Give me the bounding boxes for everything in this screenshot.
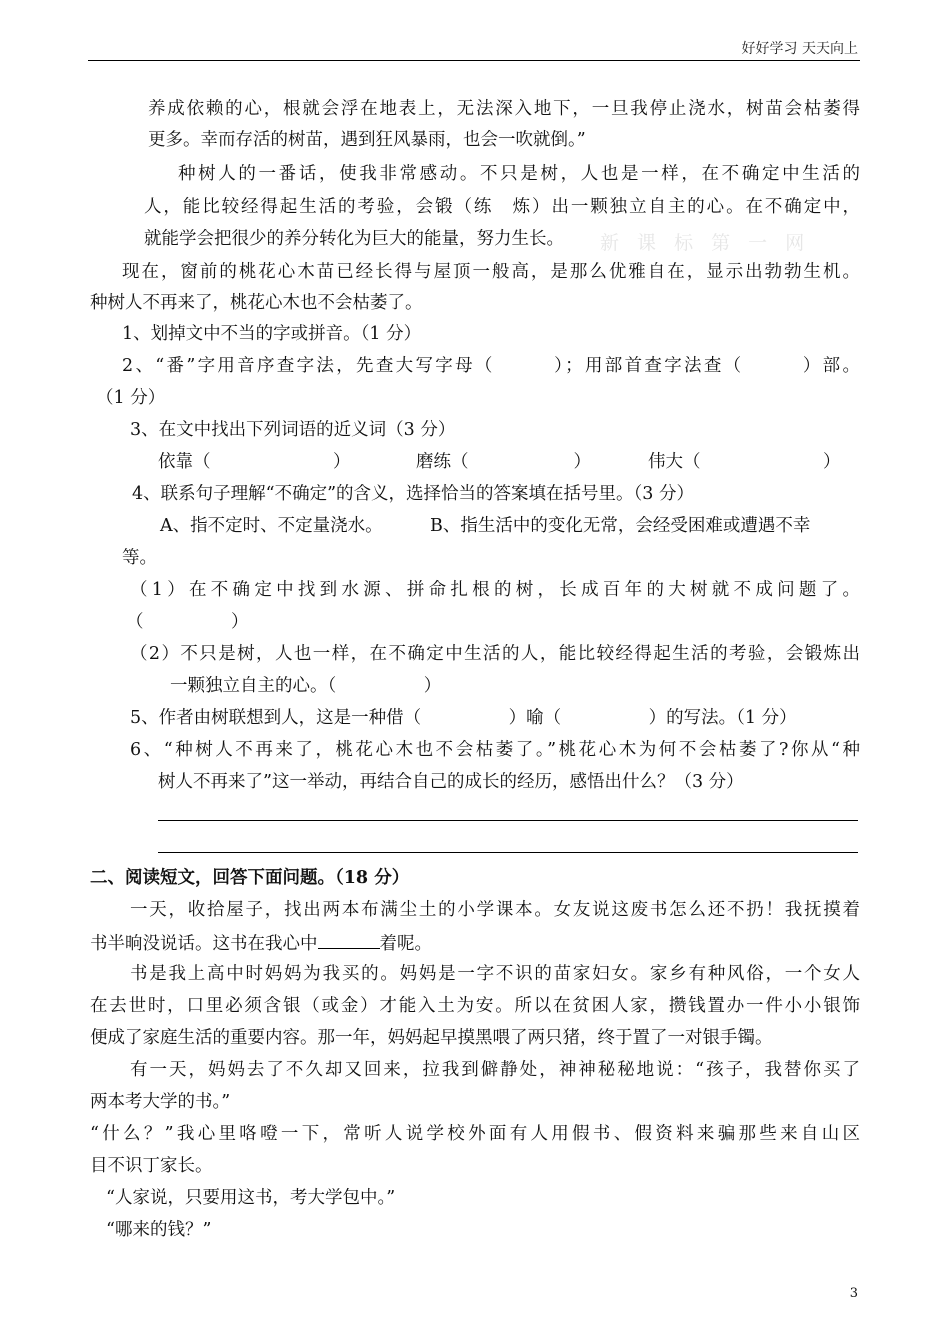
question-5: 5、作者由树联想到人，这是一种借（ ）喻（ ）的写法。（1 分） xyxy=(130,708,797,728)
question-4: 4、联系句子理解“不确定”的含义，选择恰当的答案填在括号里。（3 分） xyxy=(132,484,694,504)
paragraph-line: 人，能比较经得起生活的考验，会锻（练 炼）出一颗独立自主的心。在不确定中， xyxy=(144,197,860,217)
paragraph-line: 一天，收拾屋子，找出两本布满尘土的小学课本。女友说这废书怎么还不扔！我抚摸着 xyxy=(130,900,860,920)
paragraph-line: 种树人不再来了，桃花心木也不会枯萎了。 xyxy=(90,293,423,313)
question-6: 6、“种树人不再来了，桃花心木也不会枯萎了。”桃花心木为何不会枯萎了?你从“种 xyxy=(130,740,860,760)
paragraph-line: 更多。幸而存活的树苗，遇到狂风暴雨，也会一吹就倒。” xyxy=(148,130,586,150)
paragraph-line: “什么？”我心里咯噔一下，常听人说学校外面有人用假书、假资料来骗那些来自山区 xyxy=(90,1124,860,1144)
paragraph-line xyxy=(90,930,432,956)
paragraph-line: “人家说，只要用这书，考大学包中。” xyxy=(106,1188,396,1208)
paragraph-line: “哪来的钱？” xyxy=(106,1220,212,1240)
answer-line[interactable] xyxy=(158,852,858,853)
fill-blank[interactable] xyxy=(318,930,380,949)
question-2: 2、“番”字用音序查字法，先查大写字母（ ）；用部首查字法查（ ）部。 xyxy=(122,356,860,376)
paragraph-line: 在去世时，口里必须含银（或金）才能入土为安。所以在贫困人家，攒钱置办一件小小银饰 xyxy=(90,996,860,1016)
paragraph-line: 两本考大学的书。” xyxy=(90,1092,231,1112)
paragraph-line: 养成依赖的心，根就会浮在地表上，无法深入地下，一旦我停止浇水，树苗会枯萎得 xyxy=(148,99,860,119)
page-header: 好好学习 天天向上 xyxy=(741,41,858,57)
synonym-item: 磨练（ ） xyxy=(416,452,591,472)
section-2-title: 二、阅读短文，回答下面问题。（18 分） xyxy=(90,868,410,888)
paragraph-line: 种树人的一番话，使我非常感动。不只是树，人也是一样，在不确定中生活的 xyxy=(178,164,860,184)
text-after-blank: 着呢。 xyxy=(379,934,432,954)
synonym-item: 依靠（ ） xyxy=(158,452,351,472)
answer-line[interactable] xyxy=(158,820,858,821)
option-b: B、指生活中的变化无常，会经受困难或遭遇不幸 xyxy=(430,516,811,536)
page-number: 3 xyxy=(849,1286,858,1301)
sentence-2-cont: 一颗独立自主的心。（ ） xyxy=(170,676,442,696)
question-2-score: （1 分） xyxy=(96,388,166,408)
option-a: A、指不定时、不定量浇水。 xyxy=(160,516,383,536)
sentence-2: （2）不只是树，人也一样，在不确定中生活的人，能比较经得起生活的考验，会锻炼出 xyxy=(130,644,860,664)
question-3: 3、在文中找出下列词语的近义词（3 分） xyxy=(130,420,456,440)
option-b-continued: 等。 xyxy=(122,548,157,568)
sentence-1-blank: （ ） xyxy=(126,612,249,632)
text-before-blank: 书半晌没说话。这书在我心中 xyxy=(90,934,318,954)
paragraph-line: 有一天，妈妈去了不久却又回来，拉我到僻静处，神神秘秘地说：“孩子，我替你买了 xyxy=(130,1060,860,1080)
header-divider xyxy=(88,60,860,61)
paragraph-line: 现在，窗前的桃花心木苗已经长得与屋顶一般高，是那么优雅自在，显示出勃勃生机。 xyxy=(122,262,860,282)
question-1: 1、划掉文中不当的字或拼音。（1 分） xyxy=(122,324,422,344)
synonym-item: 伟大（ ） xyxy=(648,452,841,472)
paragraph-line: 书是我上高中时妈妈为我买的。妈妈是一字不识的苗家妇女。家乡有种风俗，一个女人 xyxy=(130,964,860,984)
question-6-cont: 树人不再来了”这一举动，再结合自己的成长的经历，感悟出什么？（3 分） xyxy=(158,772,744,792)
paragraph-line: 便成了家庭生活的重要内容。那一年，妈妈起早摸黑喂了两只猪，终于置了一对银手镯。 xyxy=(90,1028,773,1048)
paragraph-line: 目不识丁家长。 xyxy=(90,1156,213,1176)
sentence-1: （1）在不确定中找到水源、拼命扎根的树，长成百年的大树就不成问题了。 xyxy=(130,580,860,600)
watermark: 新 课 标 第 一 网 xyxy=(600,232,811,254)
paragraph-line: 就能学会把很少的养分转化为巨大的能量，努力生长。 xyxy=(144,229,564,249)
